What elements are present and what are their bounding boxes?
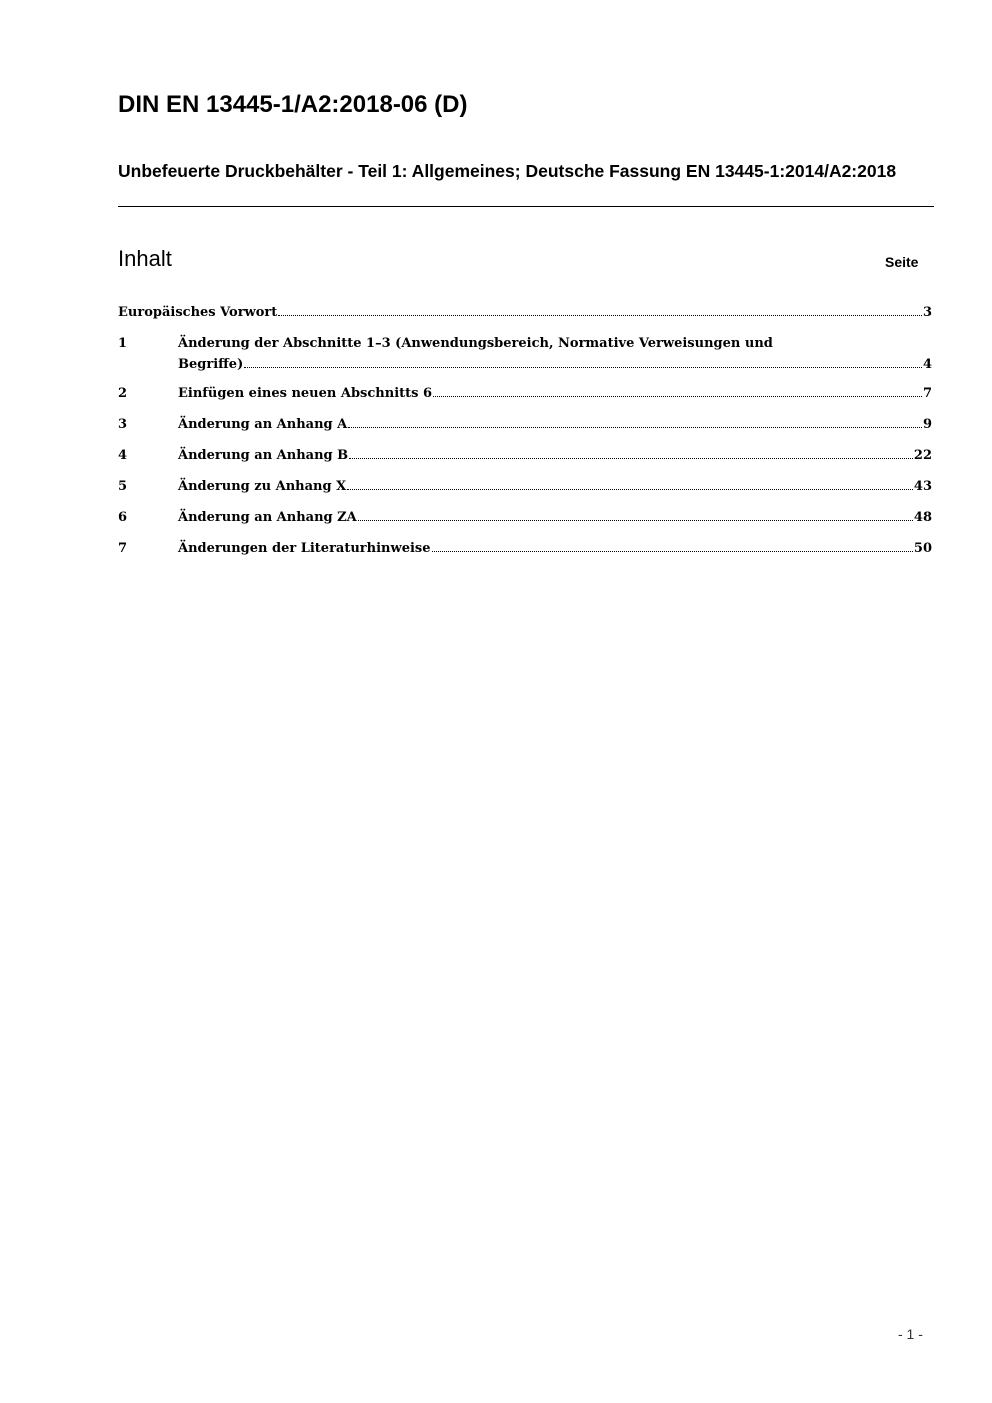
toc-entry-title: Änderungen der Literaturhinweise (178, 541, 431, 556)
toc-entry-title-line1: Änderung der Abschnitte 1–3 (Anwendungsbereich, Normative Verweisungen und (178, 336, 773, 351)
toc-entry-title: Änderung an Anhang A (178, 417, 348, 432)
toc-entry-page: 22 (913, 448, 932, 463)
document-subtitle: Unbefeuerte Druckbehälter - Teil 1: Allgemeines; Deutsche Fassung EN 13445-1:2014/A2:2018 (118, 161, 897, 181)
toc-entry-title-line2: Begriffe) (178, 357, 244, 372)
toc-entry-page: 48 (913, 510, 932, 525)
toc-dot-leader (347, 485, 913, 490)
page-column-label: Seite (885, 254, 919, 270)
toc-entry-3[interactable] (118, 414, 932, 445)
toc-heading: Inhalt (118, 246, 172, 271)
toc-entry-page: 43 (913, 479, 932, 494)
subtitle-divider (118, 206, 934, 207)
toc-entry-title: Änderung zu Anhang X (178, 479, 347, 494)
toc-entry-6[interactable] (118, 507, 932, 538)
document-title: DIN EN 13445-1/A2:2018-06 (D) (118, 91, 468, 118)
toc-entry-number: 6 (118, 510, 128, 525)
toc-entry-title: Einfügen eines neuen Abschnitts 6 (178, 386, 433, 401)
page-number: - 1 - (898, 1326, 923, 1342)
toc-entry-2[interactable] (118, 383, 932, 414)
toc-entry-number: 4 (118, 448, 128, 463)
toc-dot-leader (349, 454, 913, 459)
toc-entry-number: 3 (118, 417, 128, 432)
toc-dot-leader (358, 516, 913, 521)
toc-entry-4[interactable] (118, 445, 932, 476)
toc-entry-page: 4 (922, 357, 932, 372)
toc-dot-leader (244, 363, 922, 368)
toc-entry-page: 3 (922, 305, 932, 320)
toc-entry-title: Änderung an Anhang B (178, 448, 349, 463)
toc-entry-1[interactable] (118, 333, 932, 383)
toc-entry-page: 9 (922, 417, 932, 432)
toc-entry-7[interactable] (118, 538, 932, 569)
toc-entry-title: Europäisches Vorwort (118, 305, 278, 320)
toc-dot-leader (432, 547, 913, 552)
toc-entry-title: Änderung an Anhang ZA (178, 510, 357, 525)
table-of-contents (118, 302, 932, 569)
toc-entry-page: 50 (913, 541, 932, 556)
toc-dot-leader (278, 311, 922, 316)
toc-entry-number: 7 (118, 541, 128, 556)
toc-dot-leader (348, 423, 922, 428)
toc-entry-foreword[interactable] (118, 302, 932, 333)
toc-dot-leader (433, 392, 922, 397)
toc-entry-number: 5 (118, 479, 128, 494)
toc-entry-5[interactable] (118, 476, 932, 507)
toc-entry-page: 7 (922, 386, 932, 401)
toc-entry-number: 2 (118, 386, 128, 401)
toc-entry-number: 1 (118, 336, 128, 351)
